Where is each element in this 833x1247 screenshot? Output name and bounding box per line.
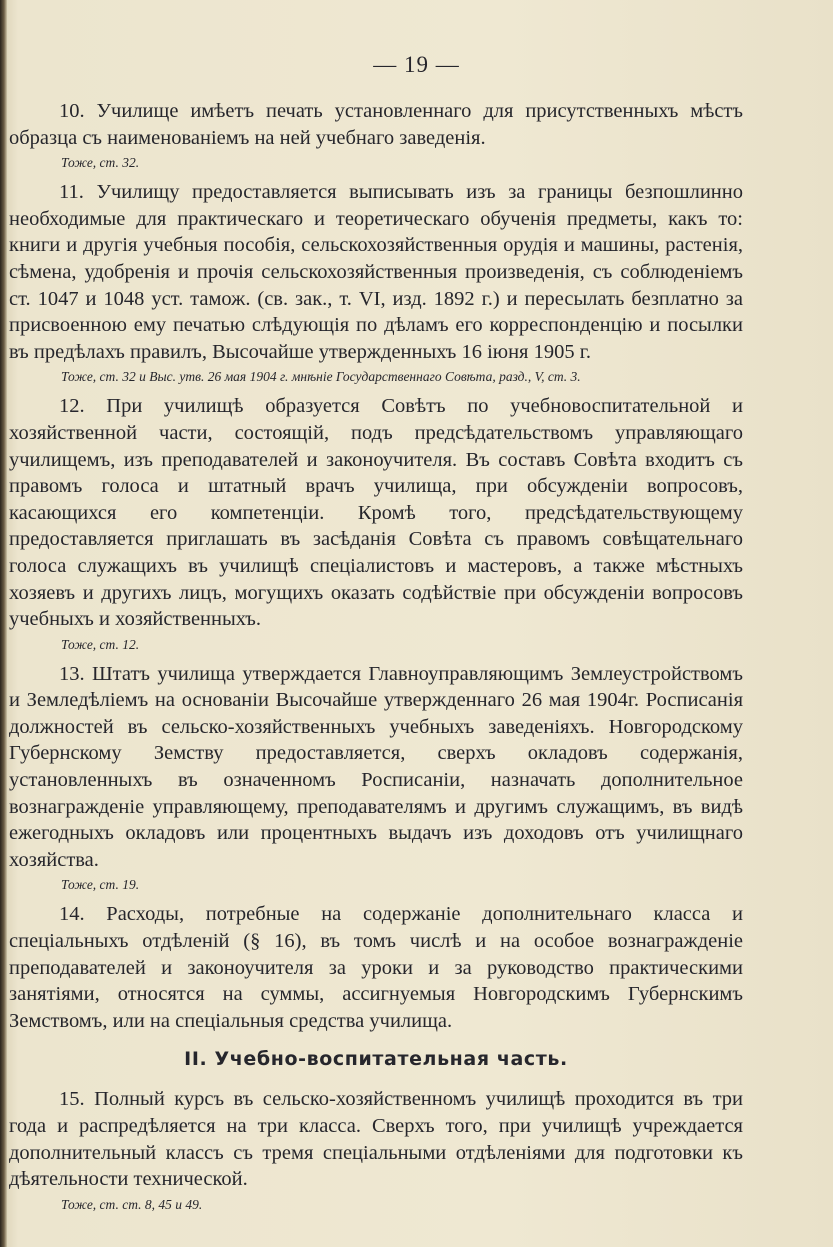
article-13-text: 13. Штатъ училища утверждается Главноуправляющимъ Землеустройствомъ и Земледѣліемъ на основаніи Высочайше утвержденнаго 26 мая 1904г. Росписанія должностей въ сельско-хозяйственныхъ учебныхъ заведеніяхъ. Новгородскому Губернскому Земству предоставляется, сверхъ окладовъ содержанія, установленныхъ въ означенномъ Росписаніи, назначать дополнительное вознагражденіе управляющему, преподавателямъ и другимъ служащимъ, въ видѣ ежегодныхъ окладовъ или процентныхъ выдачъ изъ доходовъ отъ училищнаго хозяйства.	[9, 662, 743, 871]
section-heading: II. Учебно-воспитательная часть.	[184, 1048, 568, 1071]
article-11-text: 11. Училищу предоставляется выписывать изъ за границы безпошлинно необходимые для практическаго и теоретическаго обученія предметы, какъ то: книги и другія учебныя пособія, сельскохозяйственныя орудія и машины, растенія, сѣмена, удобренія и прочія сельскохозяйственныя произведенія, съ соблюденіемъ ст. 1047 и 1048 уст. тамож. (св. зак., т. VI, изд. 1892 г.) и пересылать безплатно за присвоенною ему печатью слѣдующія по дѣламъ его корреспонденцію и посылки въ предѣлахъ правилъ, Высочайше утвержденныхъ 16 іюня 1905 г.	[9, 181, 743, 363]
page-body	[9, 98, 743, 1221]
article-15-citation: Тоже, ст. ст. 8, 45 и 49.	[61, 1196, 203, 1212]
article-12-citation: Тоже, ст. 12.	[61, 636, 140, 652]
article-10-citation: Тоже, ст. 32.	[61, 155, 140, 171]
article-10-text: 10. Училище имѣетъ печать установленнаго для присутственныхъ мѣстъ образца съ наименованіемъ на ней учебнаго заведенія.	[9, 100, 743, 149]
article-11-citation: Тоже, ст. 32 и Выс. утв. 26 мая 1904 г. мнѣніе Государственнаго Совѣта, разд., V, ст. 3.	[61, 369, 581, 385]
article-14-text: 14. Расходы, потребные на содержаніе дополнительнаго класса и спеціальныхъ отдѣленій (§ 16), въ томъ числѣ и на особое вознагражденіе преподавателей и законоучителя за уроки и за руководство практическими занятіями, относятся на суммы, ассигнуемыя Новгородскимъ Губернскимъ Земствомъ, или на спеціальныя средства училища.	[9, 903, 743, 1032]
article-15-text: 15. Полный курсъ въ сельско-хозяйственномъ училищѣ проходится въ три года и распредѣляется на три класса. Сверхъ того, при училищѣ учреждается дополнительный классъ съ тремя спеціальными отдѣленіями для подготовки къ дѣятельности технической.	[9, 1088, 743, 1191]
page-number: — 19 —	[373, 52, 460, 77]
book-binding-edge	[0, 0, 7, 1247]
article-13-citation: Тоже, ст. 19.	[61, 877, 140, 893]
article-12-text: 12. При училищѣ образуется Совѣтъ по учебновоспитательной и хозяйственной части, состоящій, подъ предсѣдательствомъ управляющаго училищемъ, изъ преподавателей и законоучителя. Въ составъ Совѣта входитъ съ правомъ голоса и штатный врачъ училища, при обсужденіи вопросовъ, касающихся его компетенціи. Кромѣ того, предсѣдательствующему предоставляется приглашать въ засѣданія Совѣта съ правомъ совѣщательнаго голоса служащихъ въ училищѣ спеціалистовъ и мастеровъ, а также мѣстныхъ хозяевъ и другихъ лицъ, могущихъ оказать содѣйствіе при обсужденіи вопросовъ учебныхъ и хозяйственныхъ.	[9, 395, 743, 631]
